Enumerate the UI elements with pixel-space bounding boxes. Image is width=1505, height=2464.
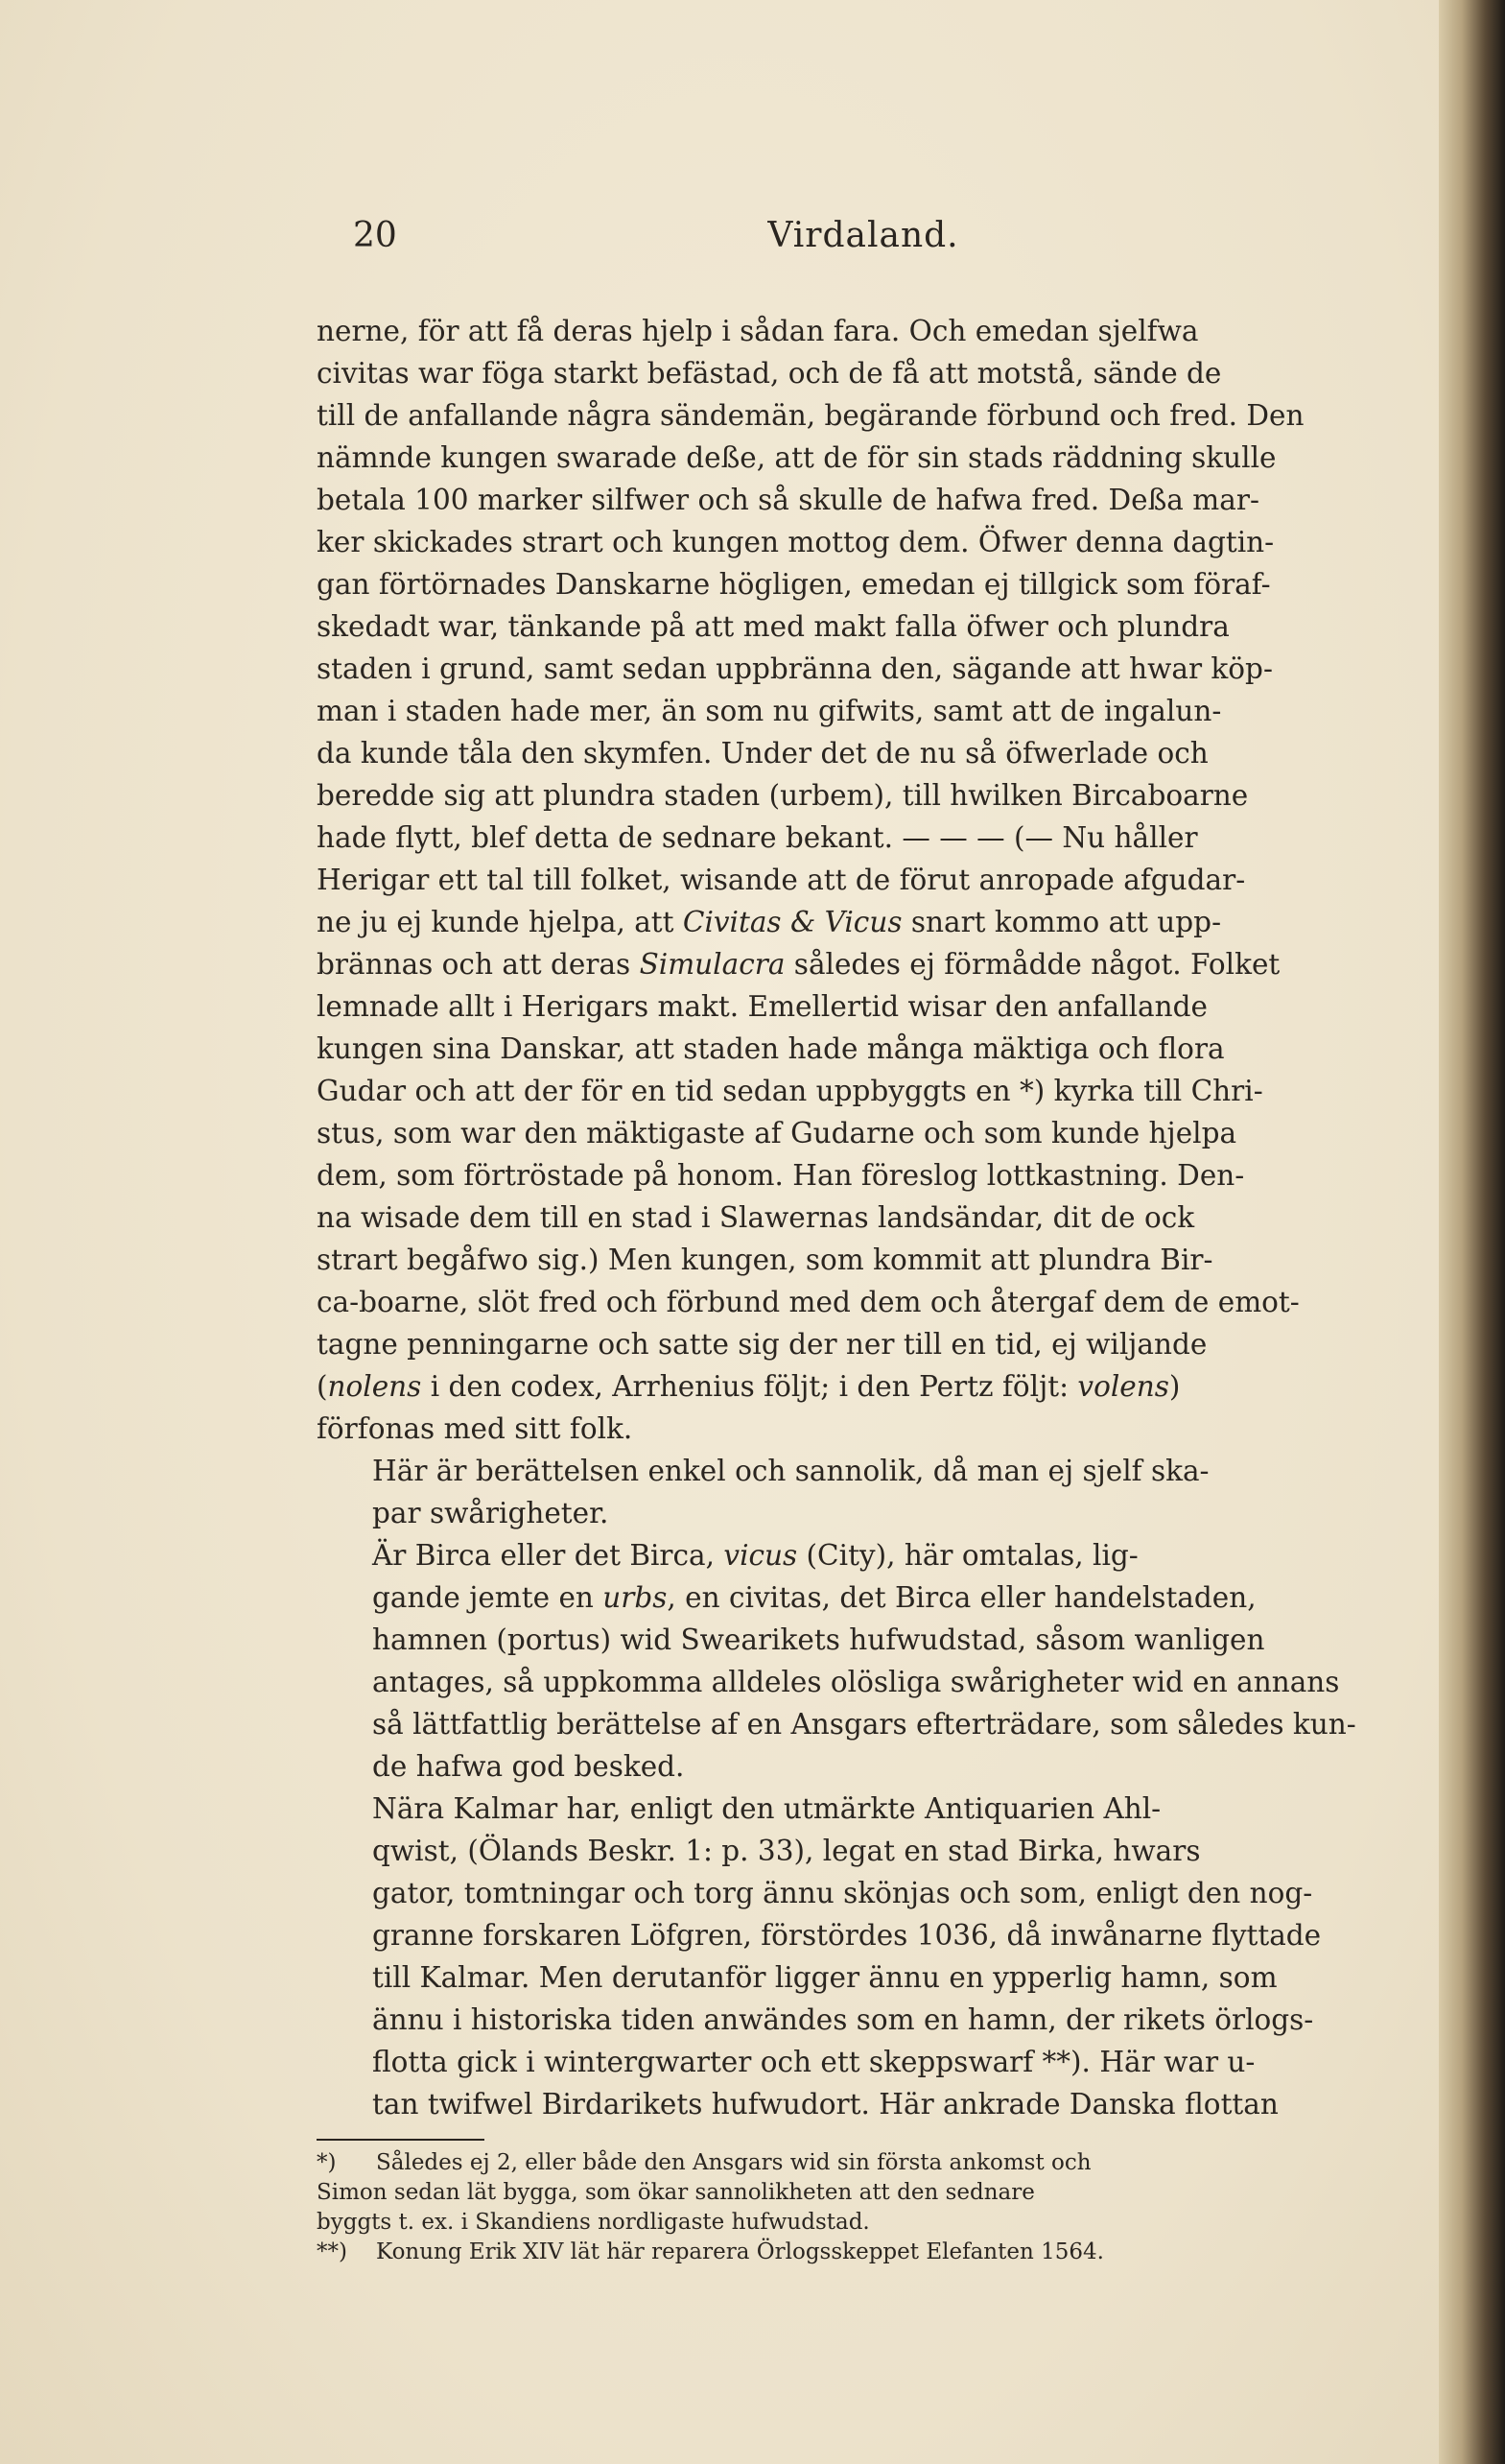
- footnote-line: byggts t. ex. i Skandiens nordligaste hufwudstad.: [317, 2210, 870, 2235]
- text-line: stus, som war den mäktigaste af Gudarne och som kunde hjelpa: [317, 1117, 1237, 1149]
- text-line: qwist, (Ölands Beskr. 1: p. 33), legat en stad Birka, hwars: [372, 1835, 1201, 1867]
- text-line: hade flytt, blef detta de sednare bekant. — — — (— Nu håller: [317, 821, 1198, 854]
- text-line: staden i grund, samt sedan uppbränna den, sägande att hwar köp-: [317, 652, 1273, 685]
- body-text: [317, 310, 1410, 2125]
- footnote-text: Konung Erik XIV lät här reparera Örlogsskeppet Elefanten 1564.: [376, 2239, 1104, 2264]
- footnote-line: [317, 2148, 1410, 2178]
- text-line: tan twifwel Birdarikets hufwudort. Här ankrade Danska flottan: [372, 2088, 1279, 2120]
- text-line: gan förtörnades Danskarne högligen, emedan ej tillgick som föraf-: [317, 568, 1271, 601]
- text-line: na wisade dem till en stad i Slawernas landsändar, dit de ock: [317, 1201, 1195, 1234]
- text-line: nämnde kungen swarade deße, att de för sin stads räddning skulle: [317, 441, 1277, 474]
- footnotes: [317, 2148, 1410, 2267]
- book-spine-shadow: [1439, 0, 1505, 2464]
- text-line: ännu i historiska tiden anwändes som en hamn, der rikets örlogs-: [372, 2003, 1314, 2036]
- text-line: skedadt war, tänkande på att med makt falla öfwer och plundra: [317, 610, 1230, 643]
- text-line: tagne penningarne och satte sig der ner till en tid, ej wiljande: [317, 1328, 1208, 1361]
- text-line: par swårigheter.: [372, 1497, 609, 1529]
- text-line: ne ju ej kunde hjelpa, att Civitas & Vicus snart kommo att upp-: [317, 906, 1222, 938]
- page-content: [317, 216, 1410, 2267]
- text-line: da kunde tåla den skymfen. Under det de nu så öfwerlade och: [317, 737, 1209, 770]
- text-line: Här är berättelsen enkel och sannolik, då man ej sjelf ska-: [372, 1455, 1210, 1487]
- text-line: kungen sina Danskar, att staden hade många mäktiga och flora: [317, 1032, 1225, 1065]
- footnote: [317, 2238, 1410, 2267]
- paragraph: [317, 1788, 1410, 2125]
- text-line: nerne, för att få deras hjelp i sådan fara. Och emedan sjelfwa: [317, 315, 1199, 347]
- running-title: Virdaland.: [767, 216, 959, 255]
- text-line: ca-boarne, slöt fred och förbund med dem och återgaf dem de emot-: [317, 1286, 1300, 1318]
- footnote-rule: [317, 2139, 484, 2141]
- text-line: strart begåfwo sig.) Men kungen, som kommit att plundra Bir-: [317, 1244, 1213, 1276]
- text-line: förfonas med sitt folk.: [317, 1412, 633, 1445]
- text-line: (nolens i den codex, Arrhenius följt; i den Pertz följt: volens): [317, 1370, 1181, 1403]
- text-line: flotta gick i wintergwarter och ett skeppswarf **). Här war u-: [372, 2046, 1256, 2078]
- text-line: brännas och att deras Simulacra således ej förmådde något. Folket: [317, 948, 1281, 981]
- text-line: hamnen (portus) wid Swearikets hufwudstad, såsom wanligen: [372, 1623, 1265, 1656]
- text-line: civitas war föga starkt befästad, och de få att motstå, sände de: [317, 357, 1222, 390]
- page-header: [317, 216, 1410, 273]
- footnote-line: [317, 2238, 1410, 2267]
- footnote-mark: **): [317, 2239, 347, 2264]
- text-line: ker skickades strart och kungen mottog dem. Öfwer denna dagtin-: [317, 526, 1275, 558]
- text-line: så lättfattlig berättelse af en Ansgars efterträdare, som således kun-: [372, 1708, 1356, 1741]
- text-line: de hafwa god besked.: [372, 1750, 685, 1783]
- text-line: man i staden hade mer, än som nu gifwits, samt att de ingalun-: [317, 695, 1222, 727]
- paragraph: [317, 1450, 1410, 1534]
- text-line: lemnade allt i Herigars makt. Emellertid wisar den anfallande: [317, 990, 1208, 1023]
- footnote-line: Simon sedan lät bygga, som ökar sannolikheten att den sednare: [317, 2180, 1035, 2205]
- footnote-mark: *): [317, 2150, 337, 2175]
- text-line: antages, så uppkomma alldeles olösliga swårigheter wid en annans: [372, 1666, 1340, 1698]
- paragraph: [317, 310, 1410, 1450]
- paragraph: [317, 1534, 1410, 1788]
- text-line: granne forskaren Löfgren, förstördes 1036, då inwånarne flyttade: [372, 1919, 1322, 1952]
- text-line: Är Birca eller det Birca, vicus (City), här omtalas, lig-: [372, 1539, 1139, 1572]
- text-line: till de anfallande några sändemän, begärande förbund och fred. Den: [317, 399, 1305, 432]
- text-line: Herigar ett tal till folket, wisande att de förut anropade afgudar-: [317, 864, 1246, 896]
- text-line: Gudar och att der för en tid sedan uppbyggts en *) kyrka till Chri-: [317, 1075, 1263, 1107]
- text-line: till Kalmar. Men derutanför ligger ännu en ypperlig hamn, som: [372, 1961, 1278, 1994]
- text-line: gator, tomtningar och torg ännu skönjas och som, enligt den nog-: [372, 1877, 1313, 1909]
- page-number: 20: [353, 216, 397, 255]
- text-line: beredde sig att plundra staden (urbem), till hwilken Bircaboarne: [317, 779, 1249, 812]
- text-line: Nära Kalmar har, enligt den utmärkte Antiquarien Ahl-: [372, 1792, 1162, 1825]
- text-line: dem, som förtröstade på honom. Han föreslog lottkastning. Den-: [317, 1159, 1245, 1192]
- text-line: gande jemte en urbs, en civitas, det Birca eller handelstaden,: [372, 1581, 1257, 1614]
- text-line: betala 100 marker silfwer och så skulle de hafwa fred. Deßa mar-: [317, 484, 1259, 516]
- footnote: [317, 2148, 1410, 2238]
- footnote-text: Således ej 2, eller både den Ansgars wid sin första ankomst och: [376, 2150, 1092, 2175]
